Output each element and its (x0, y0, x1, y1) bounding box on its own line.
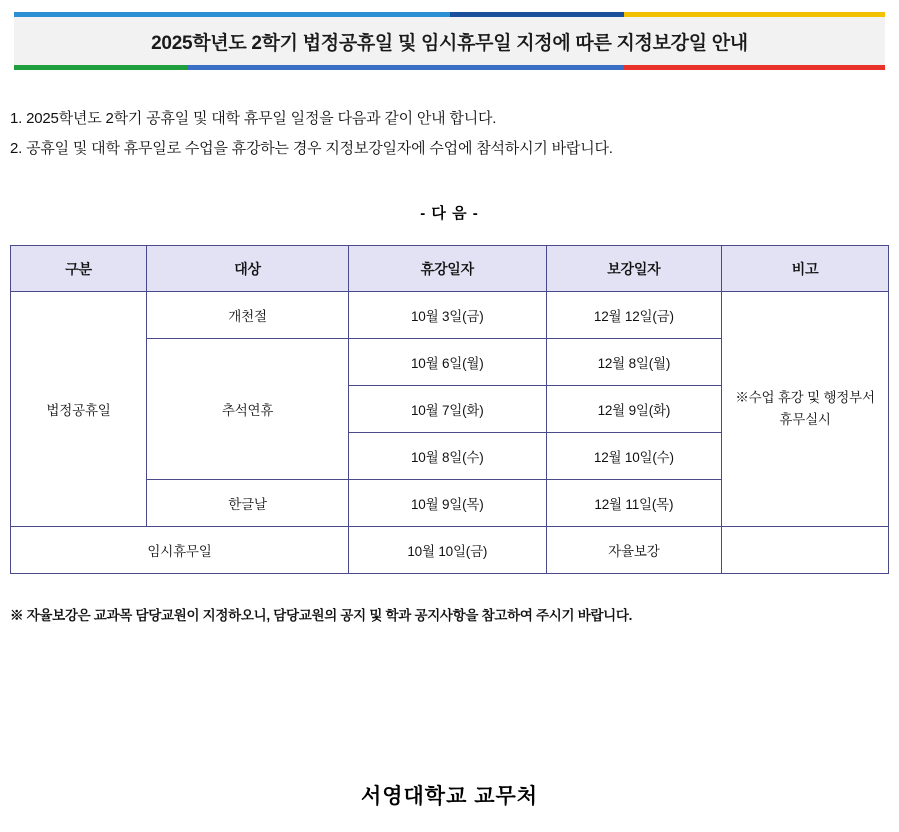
cell-makeup-date: 자율보강 (546, 527, 722, 574)
footnote: ※ 자율보강은 교과목 담당교원이 지정하오니, 담당교원의 공지 및 학과 공지사항을 참고하여 주시기 바랍니다. (10, 608, 633, 623)
table-header-row (11, 246, 889, 292)
cell-group-temporary-holiday: 임시휴무일 (11, 527, 349, 574)
column-header-category: 구분 (11, 246, 147, 292)
cell-makeup-date: 12월 9일(화) (546, 386, 722, 433)
cell-makeup-date: 12월 11일(목) (546, 480, 722, 527)
column-header-makeup-date: 보강일자 (546, 246, 722, 292)
stripe-segment (450, 12, 624, 17)
schedule-table (10, 245, 889, 574)
stripe-segment (14, 65, 188, 70)
cell-note (722, 292, 889, 527)
column-header-off-date: 휴강일자 (349, 246, 547, 292)
note-line-1: ※수업 휴강 및 행정부서 (735, 390, 875, 405)
cell-note-empty (722, 527, 889, 574)
stripe-segment (14, 12, 450, 17)
cell-target: 한글날 (147, 480, 349, 527)
cell-makeup-date: 12월 12일(금) (546, 292, 722, 339)
cell-off-date: 10월 6일(월) (349, 339, 547, 386)
table-row (11, 527, 889, 574)
cell-makeup-date: 12월 10일(수) (546, 433, 722, 480)
stripe-segment (188, 65, 624, 70)
cell-makeup-date: 12월 8일(월) (546, 339, 722, 386)
banner-stripe-top (14, 12, 885, 17)
note-line-2: 휴무실시 (779, 412, 831, 427)
column-header-note: 비고 (722, 246, 889, 292)
intro-line-1: 1. 2025학년도 2학기 공휴일 및 대학 휴무일 일정을 다음과 같이 안내 합니다. (10, 110, 497, 127)
banner-stripe-bottom (14, 65, 885, 70)
stripe-segment (624, 12, 885, 17)
schedule-table-wrapper (10, 245, 889, 574)
cell-off-date: 10월 3일(금) (349, 292, 547, 339)
stripe-segment (624, 65, 885, 70)
damum-label: - 다 음 - (420, 205, 479, 222)
cell-target: 추석연휴 (147, 339, 349, 480)
cell-off-date: 10월 8일(수) (349, 433, 547, 480)
intro-line-2: 2. 공휴일 및 대학 휴무일로 수업을 휴강하는 경우 지정보강일자에 수업에 참석하시기 바랍니다. (10, 140, 613, 157)
page-title: 2025학년도 2학기 법정공휴일 및 임시휴무일 지정에 따른 지정보강일 안내 (151, 32, 748, 54)
cell-target: 개천절 (147, 292, 349, 339)
cell-off-date: 10월 9일(목) (349, 480, 547, 527)
signature: 서영대학교 교무처 (360, 785, 539, 808)
table-row (11, 292, 889, 339)
intro-section (10, 104, 885, 164)
column-header-target: 대상 (147, 246, 349, 292)
header-banner (14, 12, 885, 70)
cell-off-date: 10월 10일(금) (349, 527, 547, 574)
cell-group-legal-holiday: 법정공휴일 (11, 292, 147, 527)
cell-off-date: 10월 7일(화) (349, 386, 547, 433)
